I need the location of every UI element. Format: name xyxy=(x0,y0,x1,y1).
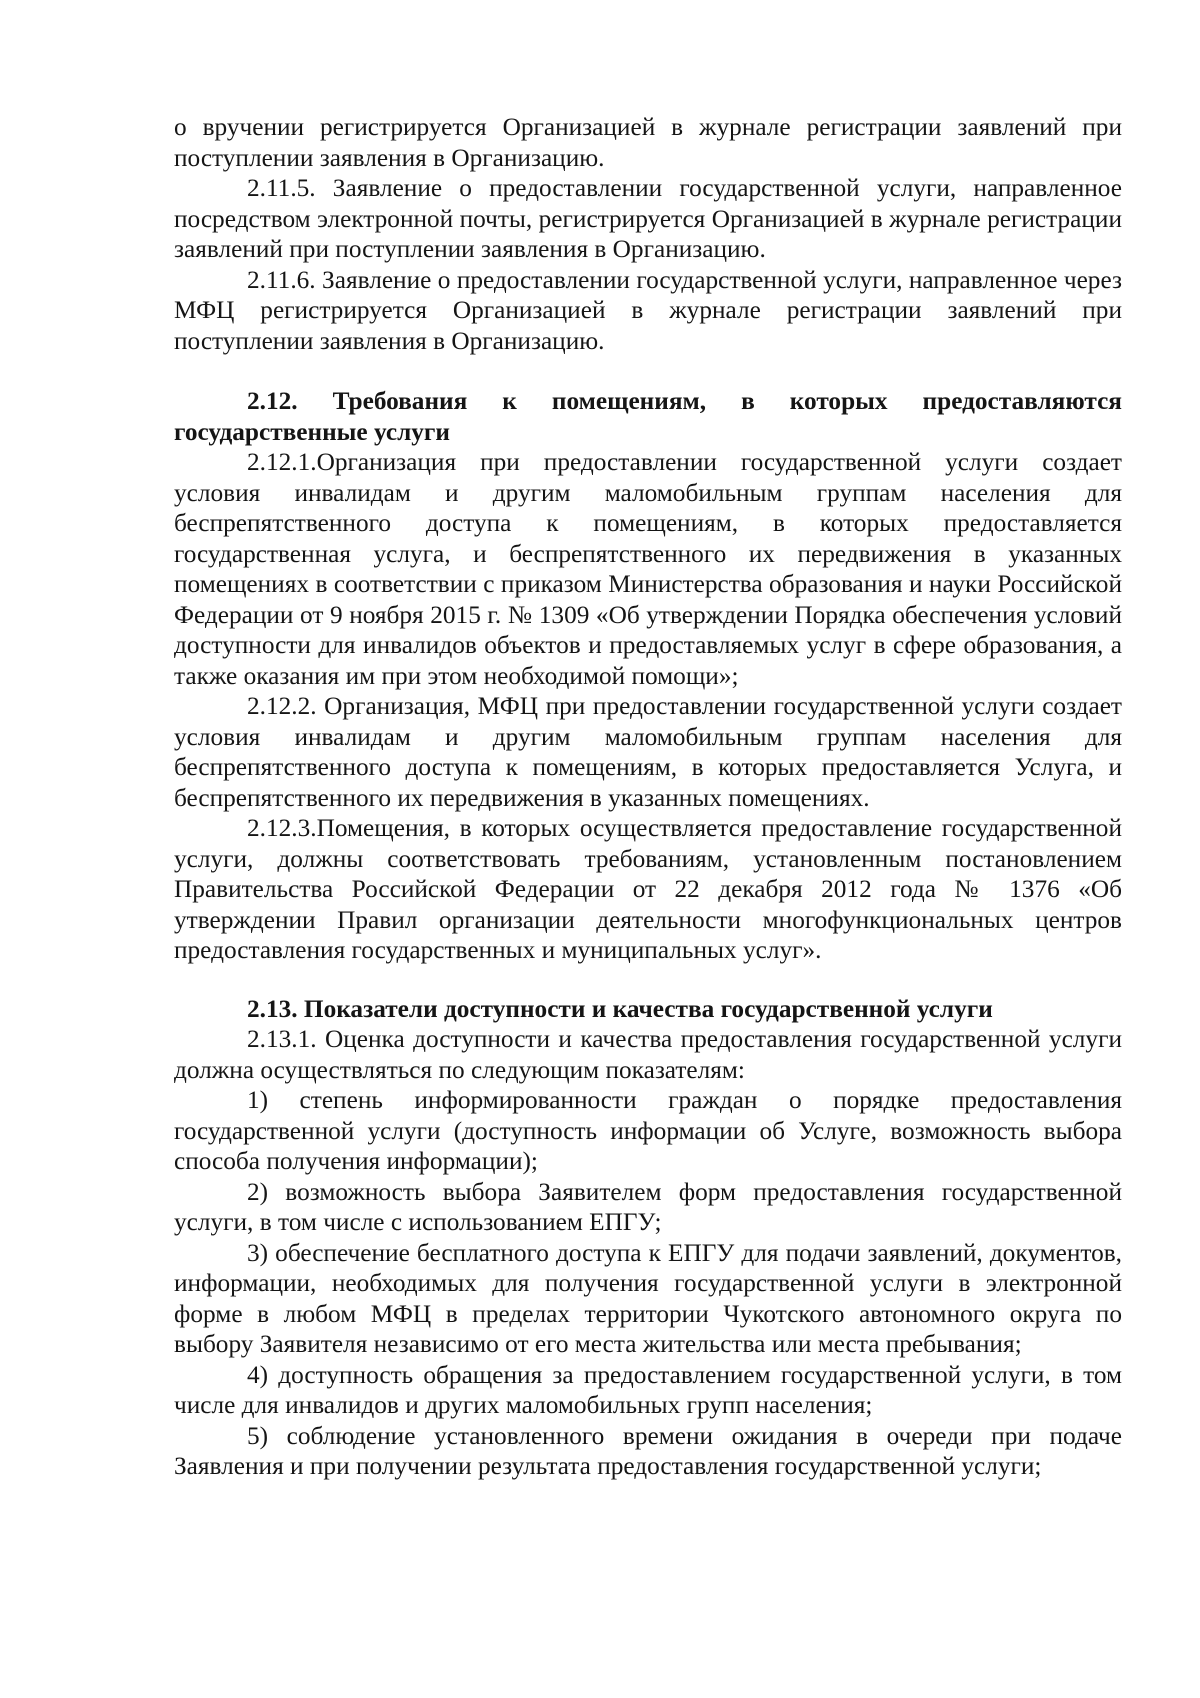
paragraph-2-11-5: 2.11.5. Заявление о предоставлении государственной услуги, направленное посредством электронной почты, регистрируется Организацией в журнале регистрации заявлений при поступлении заявления в Организацию. xyxy=(174,174,1122,263)
paragraph-2-12-1: 2.12.1.Организация при предоставлении государственной услуги создает условия инвалидам и другим маломобильным группам населения для беспрепятственного доступа к помещениям, в которых предоставляется государственная услуга, и беспрепятственного их передвижения в указанных помещениях в соответствии с приказом Министерства образования и науки Российской Федерации от 9 ноября 2015 г. № 1309 «Об утверждении Порядка обеспечения условий доступности для инвалидов объектов и предоставляемых услуг в сфере образования, а также оказания им при этом необходимой помощи»; xyxy=(174,448,1122,690)
paragraph-continuation: о вручении регистрируется Организацией в журнале регистрации заявлений при поступлении заявления в Организацию. xyxy=(174,113,1122,172)
paragraph-2-12-2: 2.12.2. Организация, МФЦ при предоставлении государственной услуги создает условия инвалидам и другим маломобильным группам населения для беспрепятственного доступа к помещениям, в которых предоставляется Услуга, и беспрепятственного их передвижения в указанных помещениях. xyxy=(174,692,1122,812)
document-page xyxy=(174,112,1122,1482)
list-item-4: 4) доступность обращения за предоставлением государственной услуги, в том числе для инвалидов и других маломобильных групп населения; xyxy=(174,1360,1122,1419)
list-item-5: 5) соблюдение установленного времени ожидания в очереди при подаче Заявления и при получении результата предоставления государственной услуги; xyxy=(174,1421,1122,1480)
list-item-2: 2) возможность выбора Заявителем форм предоставления государственной услуги, в том числе с использованием ЕПГУ; xyxy=(174,1177,1122,1236)
paragraph-2-11-6: 2.11.6. Заявление о предоставлении государственной услуги, направленное через МФЦ регистрируется Организацией в журнале регистрации заявлений при поступлении заявления в Организацию. xyxy=(174,265,1122,355)
paragraph-2-13-1: 2.13.1. Оценка доступности и качества предоставления государственной услуги должна осуществляться по следующим показателям: xyxy=(174,1025,1122,1084)
section-heading-2-12: 2.12. Требования к помещениям, в которых предоставляются государственные услуги xyxy=(174,387,1122,446)
list-item-3: 3) обеспечение бесплатного доступа к ЕПГУ для подачи заявлений, документов, информации, необходимых для получения государственной услуги в электронной форме в любом МФЦ в пределах территории Чукотского автономного округа по выбору Заявителя независимо от его места жительства или места пребывания; xyxy=(174,1238,1122,1358)
paragraph-2-12-3: 2.12.3.Помещения, в которых осуществляется предоставление государственной услуги, должны соответствовать требованиям, установленным постановлением Правительства Российской Федерации от 22 декабря 2012 года № 1376 «Об утверждении Правил организации деятельности многофункциональных центров предоставления государственных и муниципальных услуг». xyxy=(174,814,1122,964)
section-heading-2-13: 2.13. Показатели доступности и качества государственной услуги xyxy=(247,994,993,1023)
list-item-1: 1) степень информированности граждан о порядке предоставления государственной услуги (доступность информации об Услуге, возможность выбора способа получения информации); xyxy=(174,1086,1122,1175)
